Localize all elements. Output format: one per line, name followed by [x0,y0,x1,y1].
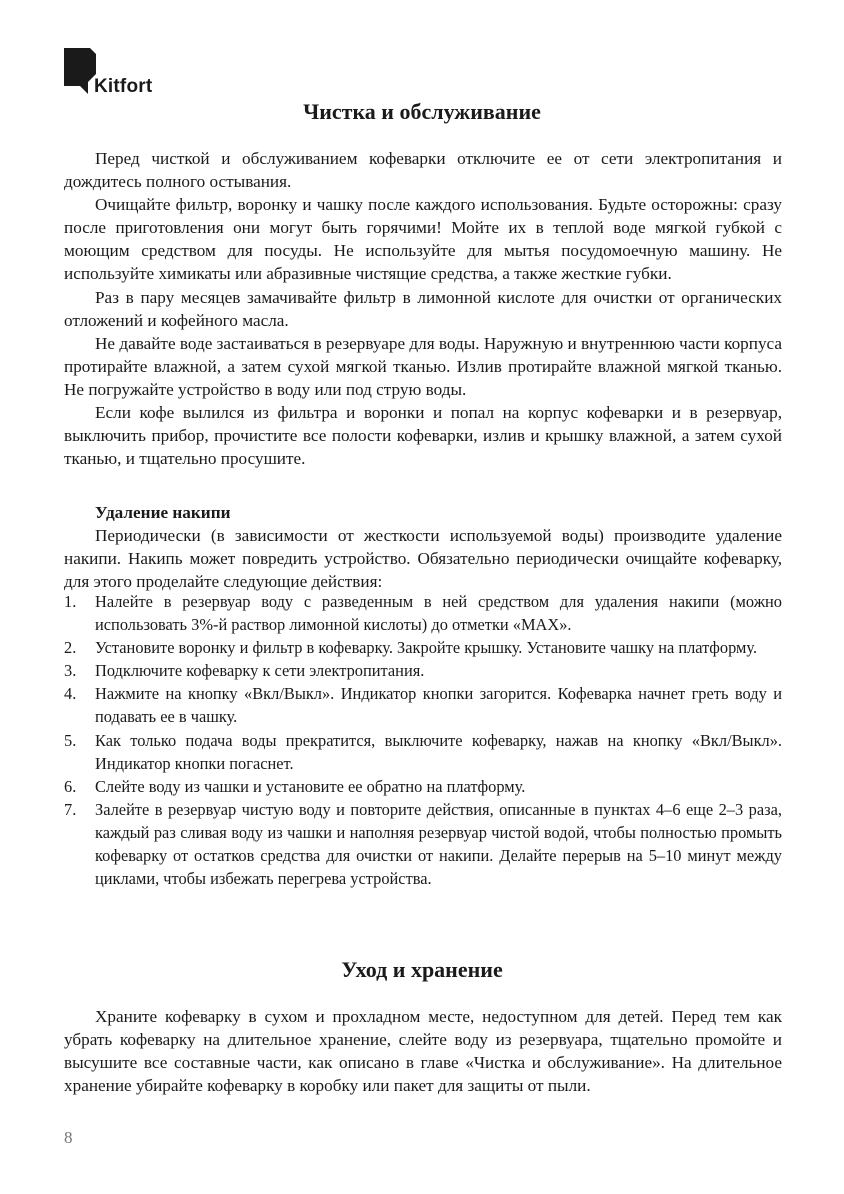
cleaning-paragraph [64,147,782,470]
list-item [64,729,782,775]
list-item [64,590,782,636]
section-title-care-storage: Уход и хранение [341,957,503,982]
list-item [64,682,782,728]
step-number: 2. [64,638,77,658]
cleaning-paragraph-4: Не давайте воде застаиваться в резервуаре для воды. Наружную и внутреннюю части корпуса протирайте влажной, а затем сухой мягкой тканью. Излив протирайте влажной мягкой тканью. Не погружайте устройство в воду или под струю воды. [64,333,783,399]
list-item [64,775,782,798]
step-number: 4. [64,684,77,704]
list-item [64,798,782,890]
descaling-steps-list [64,590,782,890]
step-text: Нажмите на кнопку «Вкл/Выкл». Индикатор кнопки загорится. Кофеварка начнет греть воду и подавать ее в чашку. [95,684,782,727]
step-number: 3. [64,661,77,681]
cleaning-paragraph-2: Очищайте фильтр, воронку и чашку после каждого использования. Будьте осторожны: сразу после приготовления они могут быть горячими! Мойте их в теплой воде мягкой губкой с моющим средством для посуды. Не используйте для мытья посудомоечную машину. Не используйте химикаты или абразивные чистящие средства, а также жесткие губки. [64,195,782,284]
brand-name: Kitfort [94,76,153,97]
cleaning-paragraph-3: Раз в пару месяцев замачивайте фильтр в лимонной кислоте для очистки от органических отложений и кофейного масла. [64,287,782,330]
descaling-intro: Периодически (в зависимости от жесткости используемой воды) производите удаление накипи. Накипь может повредить устройство. Обязательно периодически очищайте кофеварку, для этого проделайте следующие действия: [64,526,782,592]
kitfort-logo-mark-icon [64,48,96,94]
cleaning-paragraph-5: Если кофе вылился из фильтра и воронки и попал на корпус кофеварки и в резервуар, выключить прибор, прочистите все полости кофеварки, излив и крышку влажной, а затем сухой тканью, и тщательно просушите. [64,403,782,469]
section-title-cleaning: Чистка и обслуживание [303,99,541,124]
step-text: Залейте в резервуар чистую воду и повторите действия, описанные в пунктах 4–6 еще 2–3 раза, каждый раз сливая воду из чашки и наполняя резервуар чистой водой, чтобы полностью промыть кофеварку от остатков средства для очистки от накипи. Делайте перерыв на 5–10 минут между циклами, чтобы избежать перегрева устройства. [95,799,782,889]
list-item [64,636,782,659]
step-number: 1. [64,592,77,611]
step-text: Подключите кофеварку к сети электропитания. [95,661,425,681]
step-number: 6. [64,776,77,796]
brand-logo [64,44,174,100]
page-number: 8 [64,1128,73,1147]
step-text: Налейте в резервуар воду с разведенным в ней средством для удаления накипи (можно использовать 3%-й раствор лимонной кислоты) до отметки «MAX». [95,592,782,635]
step-text: Слейте воду из чашки и установите ее обратно на платформу. [95,776,526,796]
step-text: Установите воронку и фильтр в кофеварку. Закройте крышку. Установите чашку на платформу. [95,638,758,658]
care-storage-paragraph: Храните кофеварку в сухом и прохладном месте, недоступном для детей. Перед тем как убрать кофеварку на длительное хранение, слейте воду из резервуара, тщательно промойте и высушите все составные части, как описано в главе «Чистка и обслуживание». На длительное хранение убирайте кофеварку в коробку или пакет для защиты от пыли. [64,1007,782,1096]
descaling-subtitle: Удаление накипи [95,503,231,522]
step-text: Как только подача воды прекратится, выключите кофеварку, нажав на кнопку «Вкл/Выкл». Индикатор кнопки погаснет. [95,730,782,773]
list-item [64,659,782,682]
step-number: 5. [64,730,77,750]
step-number: 7. [64,799,77,819]
cleaning-paragraph-1: Перед чисткой и обслуживанием кофеварки отключите ее от сети электропитания и дождитесь полного остывания. [64,149,782,192]
